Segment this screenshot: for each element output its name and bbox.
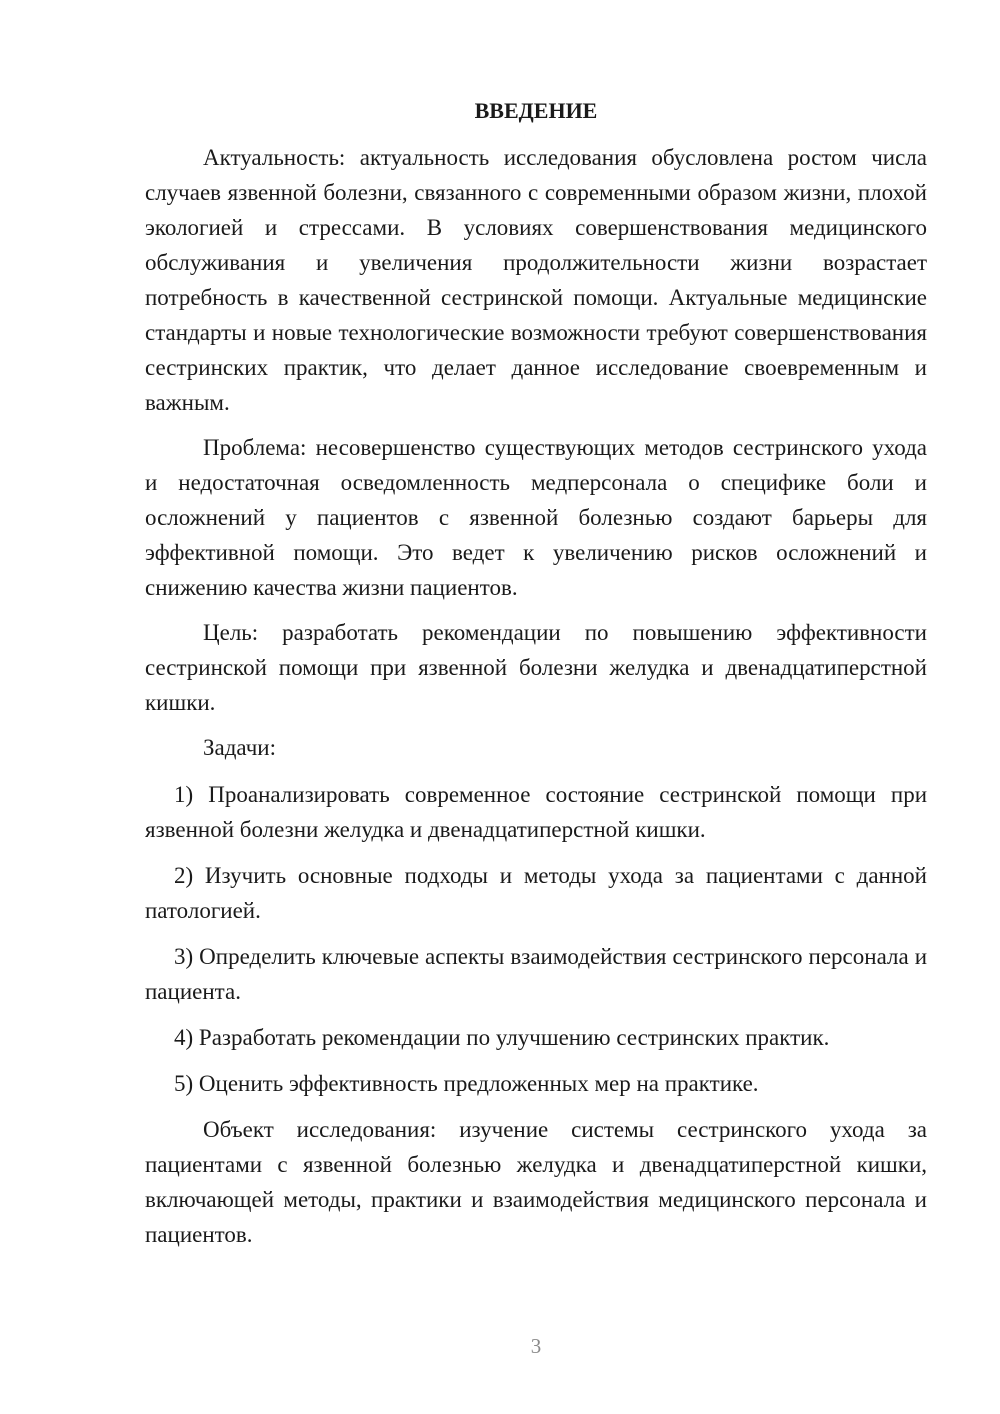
task-item-4: 4) Разработать рекомендации по улучшению сестринских практик.: [174, 1025, 830, 1050]
tasks-label: Задачи:: [203, 735, 276, 760]
task-item-1: 1) Проанализировать современное состояние сестринской помощи при язвенной болезни желудка и двенадцатиперстной кишки.: [145, 782, 927, 842]
task-item-2: 2) Изучить основные подходы и методы ухода за пациентами с данной патологией.: [145, 863, 927, 923]
task-item-3: 3) Определить ключевые аспекты взаимодействия сестринского персонала и пациента.: [145, 944, 927, 1004]
section-heading: ВВЕДЕНИЕ: [474, 98, 598, 123]
relevance-paragraph: Актуальность: актуальность исследования обусловлена ростом числа случаев язвенной болезни, связанного с современными образом жизни, плохой экологией и стрессами. В условиях совершенствования медицинского обслуживания и увеличения продолжительности жизни возрастает потребность в качественной сестринской помощи. Актуальные медицинские стандарты и новые технологические возможности требуют совершенствования сестринских практик, что делает данное исследование своевременным и важным.: [145, 145, 927, 415]
object-paragraph: Объект исследования: изучение системы сестринского ухода за пациентами с язвенной болезнью желудка и двенадцатиперстной кишки, включающей методы, практики и взаимодействия медицинского персонала и пациентов.: [145, 1117, 927, 1247]
page-number: 3: [530, 1334, 542, 1358]
task-item-5: 5) Оценить эффективность предложенных мер на практике.: [174, 1071, 759, 1096]
problem-paragraph: Проблема: несовершенство существующих методов сестринского ухода и недостаточная осведомленность медперсонала о специфике боли и осложнений у пациентов с язвенной болезнью создают барьеры для эффективной помощи. Это ведет к увеличению рисков осложнений и снижению качества жизни пациентов.: [145, 435, 927, 600]
document-page: [145, 96, 927, 1262]
goal-paragraph: Цель: разработать рекомендации по повышению эффективности сестринской помощи при язвенной болезни желудка и двенадцатиперстной кишки.: [145, 620, 927, 715]
